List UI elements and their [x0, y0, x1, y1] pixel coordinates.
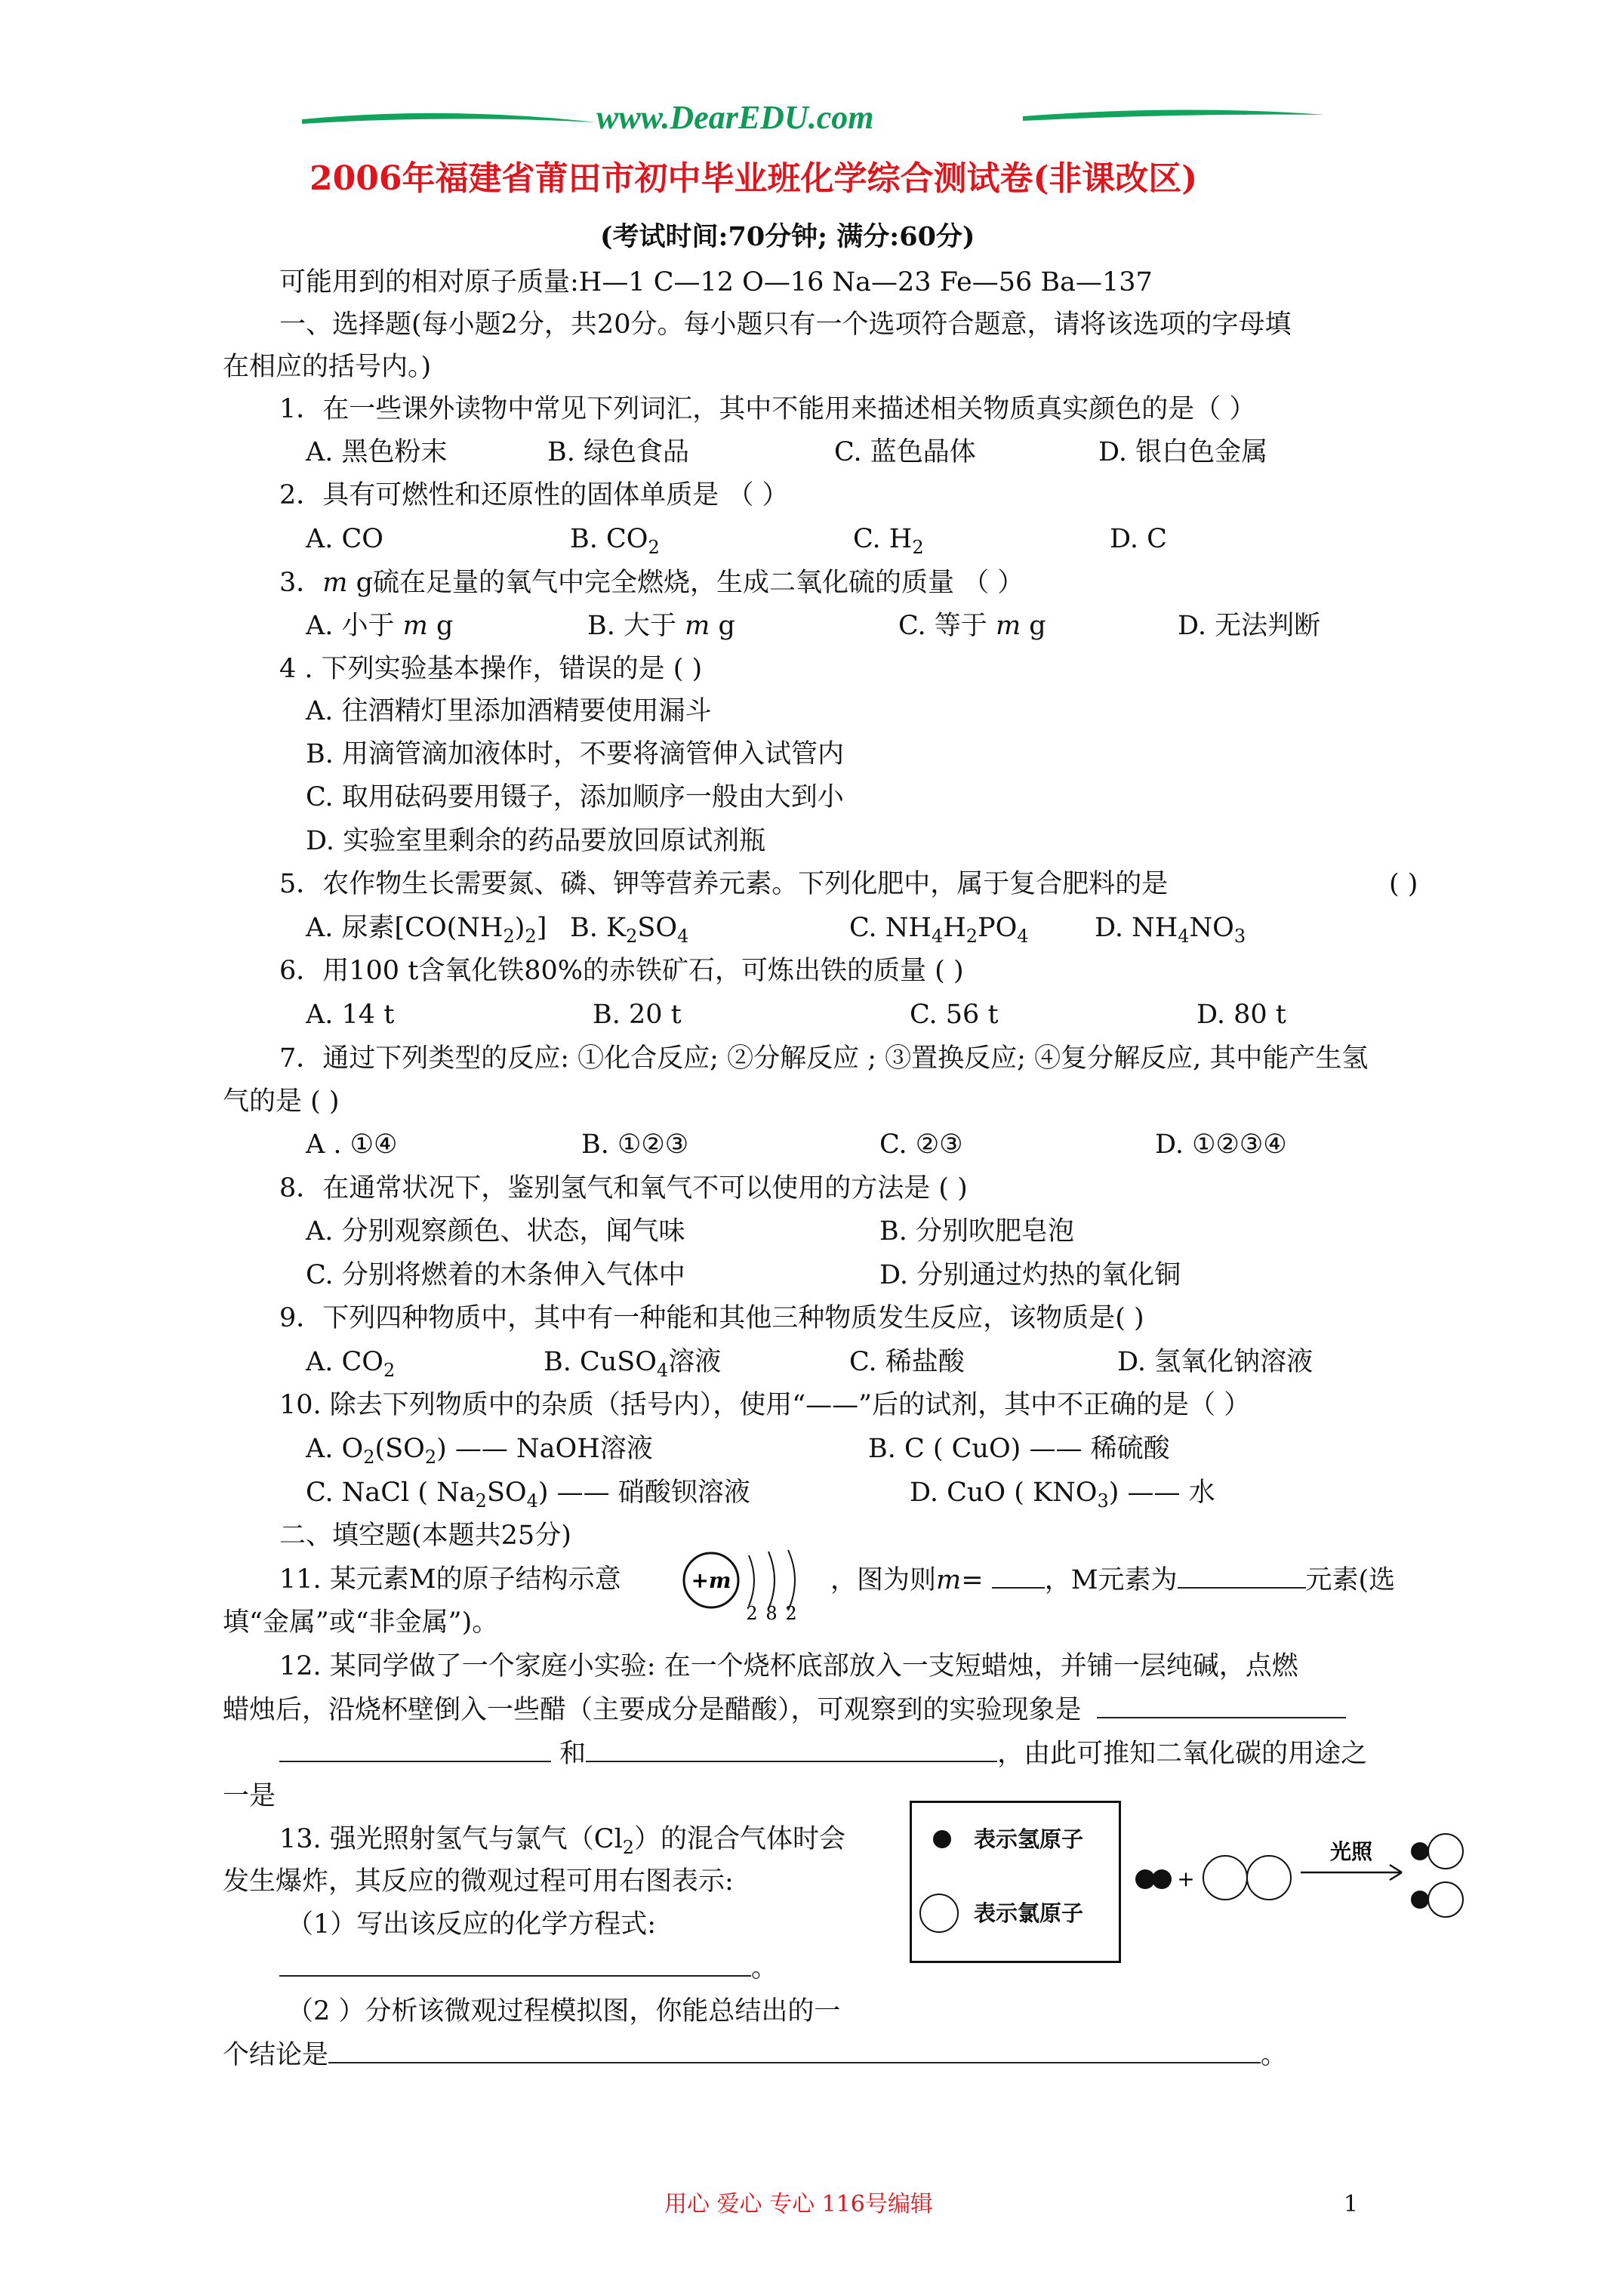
q1-stem: 1．在一些课外读物中常见下列词汇，其中不能用来描述相关物质真实颜色的是（ ）: [279, 394, 1256, 424]
legend-hydrogen-label: 表示氢原子: [974, 1826, 1084, 1852]
atom-structure-diagram: [679, 1544, 830, 1627]
q7-stem: 7．通过下列类型的反应: ①化合反应; ②分解反应 ; ③置换反应; ④复分解反应, 其中能产生氢: [279, 1043, 1369, 1074]
q7-option-a: A . ①④: [306, 1130, 398, 1160]
q11-blank-type[interactable]: [1178, 1561, 1306, 1589]
q7-option-c: C. ②③: [879, 1130, 963, 1160]
q4-option-c: C. 取用砝码要用镊子，添加顺序一般由大到小: [306, 782, 844, 812]
electron-shell-1: 2: [746, 1603, 758, 1624]
exam-info: (考试时间:70分钟; 满分:60分): [600, 221, 975, 252]
q12-blank-3[interactable]: [586, 1735, 997, 1762]
section1-heading: 一、选择题(每小题2分，共20分。每小题只有一个选项符合题意，请将该选项的字母填: [279, 310, 1292, 340]
h2-molecule-atom-2: [1152, 1869, 1172, 1889]
q13-blank-equation[interactable]: [279, 1949, 751, 1977]
q3-option-b: B. 大于 m g: [587, 611, 735, 641]
page-title: 2006年福建省莆田市初中毕业班化学综合测试卷(非课改区): [310, 159, 1198, 198]
footer-text: 用心 爱心 专心 116号编辑: [664, 2191, 933, 2217]
q13-answer-line: 。: [279, 1949, 778, 1986]
q8-option-c: C. 分别将燃着的木条伸入气体中: [306, 1260, 685, 1290]
q2-stem: 2．具有可燃性和还原性的固体单质是 （ ）: [279, 480, 789, 510]
hcl-molecule-2-h: [1411, 1891, 1429, 1909]
q11-blank-m[interactable]: [992, 1561, 1045, 1589]
atomic-mass-line: 可能用到的相对原子质量:H—1 C—12 O—16 Na—23 Fe—56 Ba—137: [279, 267, 1153, 297]
q6-option-d: D. 80 t: [1196, 1000, 1286, 1030]
q3-option-d: D. 无法判断: [1178, 611, 1321, 641]
reaction-diagram: [1129, 1820, 1476, 1940]
q6-stem: 6．用100 t含氧化铁80%的赤铁矿石，可炼出铁的质量 ( ): [279, 956, 964, 986]
q12-line1: 12. 某同学做了一个家庭小实验: 在一个烧杯底部放入一支短蜡烛，并铺一层纯碱，点燃: [279, 1651, 1298, 1681]
q1-option-a: A. 黑色粉末: [306, 437, 448, 467]
q1-option-b: B. 绿色食品: [547, 437, 689, 467]
q1-option-c: C. 蓝色晶体: [834, 437, 976, 467]
q5-option-b: B. $K_2SO_4$: [570, 913, 689, 947]
hcl-molecule-1-cl: [1428, 1834, 1463, 1869]
q2-option-a: A. CO: [306, 524, 384, 554]
q7-stem-cont: 气的是 ( ): [223, 1086, 340, 1117]
electron-shell-2: 8: [765, 1603, 778, 1624]
q11-text-mid: ，图为则m= ，M元素为 元素(选: [830, 1561, 1395, 1598]
q11-text-pre: 11. 某元素M的原子结构示意: [279, 1564, 621, 1595]
q5-bracket: ( ): [1389, 869, 1418, 899]
q12-line4: 一是: [223, 1781, 276, 1811]
q4-option-a: A. 往酒精灯里添加酒精要使用漏斗: [306, 696, 712, 726]
hcl-molecule-1-h: [1411, 1842, 1429, 1860]
electron-shell-3: 2: [785, 1603, 797, 1624]
q2-option-d: D. C: [1110, 524, 1167, 554]
q6-option-b: B. 20 t: [593, 1000, 682, 1030]
q5-option-d: D. $NH_4NO_3$: [1095, 913, 1246, 947]
hcl-molecule-2-cl: [1428, 1882, 1463, 1917]
q5-stem: 5．农作物生长需要氮、磷、钾等营养元素。下列化肥中，属于复合肥料的是: [279, 869, 1169, 899]
q13-line2: 发生爆炸，其反应的微观过程可用右图表示:: [223, 1866, 734, 1897]
q3-option-c: C. 等于 m g: [898, 611, 1046, 641]
q2-option-b: B. $CO_2$: [570, 524, 660, 558]
q12-blank-1[interactable]: [1097, 1691, 1346, 1718]
q3-option-a: A. 小于 m g: [306, 611, 454, 641]
light-label: 光照: [1329, 1839, 1373, 1864]
q13-sub2: （2 ）分析该微观过程模拟图，你能总结出的一: [287, 1996, 841, 2026]
legend-chlorine-label: 表示氯原子: [974, 1900, 1084, 1926]
q10-option-d: D. CuO ( $KNO_3$) —— 水: [910, 1478, 1215, 1512]
q1-option-d: D. 银白色金属: [1098, 437, 1268, 467]
q9-option-d: D. 氢氧化钠溶液: [1117, 1347, 1313, 1377]
q5-option-c: C. $NH_4H_2PO_4$: [849, 913, 1029, 947]
section2-heading: 二、填空题(本题共25分): [279, 1521, 571, 1551]
q9-option-c: C. 稀盐酸: [849, 1347, 965, 1377]
hydrogen-atom-icon: [933, 1830, 951, 1848]
q4-option-d: D. 实验室里剩余的药品要放回原试剂瓶: [306, 826, 766, 856]
q12-line3: 和 ，由此可推知二氧化碳的用途之: [279, 1735, 1367, 1772]
q3-stem: 3．m g硫在足量的氧气中完全燃烧，生成二氧化硫的质量 （ ）: [279, 568, 1024, 598]
q12-blank-2[interactable]: [279, 1735, 551, 1762]
q4-option-b: B. 用滴管滴加液体时，不要将滴管伸入试管内: [306, 739, 844, 769]
q4-stem: 4 . 下列实验基本操作，错误的是 ( ): [279, 654, 703, 684]
page-number: 1: [1344, 2191, 1359, 2217]
site-logo: www.DearEDU.com: [596, 99, 874, 136]
q13-sub1: （1）写出该反应的化学方程式:: [287, 1909, 657, 1940]
q13-blank-conclusion[interactable]: [328, 2036, 1261, 2063]
q13-conclusion-line: 个结论是 。: [223, 2036, 1287, 2073]
q11-text-cont: 填“金属”或“非金属”)。: [223, 1607, 499, 1638]
q8-option-d: D. 分别通过灼热的氧化铜: [879, 1260, 1181, 1290]
q6-option-c: C. 56 t: [910, 1000, 999, 1030]
q8-option-b: B. 分别吹肥皂泡: [879, 1216, 1074, 1247]
svg-text:+m: +m: [691, 1568, 731, 1593]
section1-heading-cont: 在相应的括号内。): [223, 352, 432, 382]
q10-option-b: B. C ( CuO) —— 稀硫酸: [868, 1434, 1170, 1464]
q6-option-a: A. 14 t: [306, 1000, 395, 1030]
q9-option-b: B. CuSO$_4$溶液: [544, 1347, 722, 1381]
q10-stem: 10. 除去下列物质中的杂质（括号内），使用“——”后的试剂，其中不正确的是（ ）: [279, 1390, 1251, 1420]
q7-option-d: D. ①②③④: [1155, 1130, 1287, 1160]
cl2-molecule-atom-2: [1247, 1856, 1291, 1900]
q13-line1: 13. 强光照射氢气与氯气$(Cl_2)$的混合气体时会: [279, 1824, 846, 1858]
header-swoosh-left: [302, 106, 596, 136]
header-swoosh-right: [1023, 104, 1325, 134]
q13-legend-box: [910, 1801, 1121, 1963]
plus-sign: +: [1177, 1866, 1195, 1891]
chlorine-atom-icon: [919, 1894, 959, 1933]
q8-option-a: A. 分别观察颜色、状态，闻气味: [306, 1216, 685, 1247]
cl2-molecule-atom-1: [1203, 1856, 1247, 1900]
q9-option-a: A. $CO_2$: [306, 1347, 396, 1381]
q10-option-a: A. $O_2(SO_2)$ —— NaOH溶液: [306, 1434, 653, 1468]
q8-stem: 8．在通常状况下，鉴别氢气和氧气不可以使用的方法是 ( ): [279, 1173, 968, 1203]
q12-line2: 蜡烛后，沿烧杯壁倒入一些醋（主要成分是醋酸），可观察到的实验现象是: [223, 1691, 1346, 1728]
q10-option-c: C. NaCl ( $Na_2SO_4$) —— 硝酸钡溶液: [306, 1478, 750, 1512]
q9-stem: 9．下列四种物质中，其中有一种能和其他三种物质发生反应，该物质是( ): [279, 1303, 1144, 1333]
q5-option-a: A. 尿素$[CO(NH_2)_2]$: [306, 913, 547, 947]
q2-option-c: C. $H_2$: [853, 524, 924, 558]
q7-option-b: B. ①②③: [581, 1130, 689, 1160]
